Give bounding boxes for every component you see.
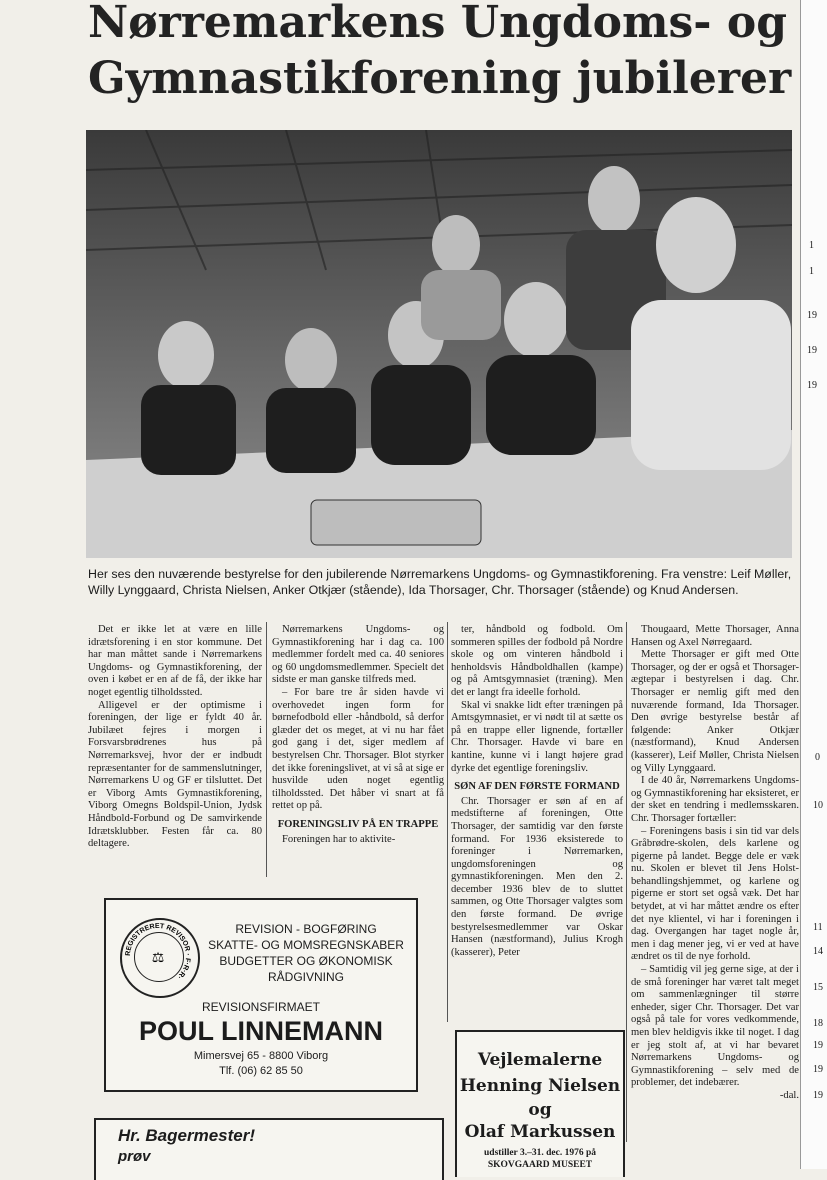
margin-number: 18 xyxy=(813,1018,823,1029)
article-column-1 xyxy=(88,624,262,851)
column-divider xyxy=(626,622,627,1142)
seal-text: REGISTRERET REVISOR · F·R·R· xyxy=(124,922,192,981)
ad-painters-line: Henning Nielsen xyxy=(459,1076,621,1096)
ad-baker-line-1: Hr. Bagermester! xyxy=(118,1126,256,1145)
ad-vejlemalerne xyxy=(455,1030,625,1177)
byline: -dal. xyxy=(779,1089,799,1101)
ad-painters-venue: SKOVGAARD MUSEET xyxy=(487,1160,593,1170)
paragraph: ter, håndbold og fodbold. Om sommeren spilles der fodbold på Nordre skole og om vinteren håndbold i henholdsvis Håndboldhallen (kampe) og på Amtsgymnasiet (træning). Men det er langt fra ideelle forhold. xyxy=(451,624,623,698)
svg-text:⚖: ⚖ xyxy=(151,951,165,966)
paragraph: Foreningen har to aktivite- xyxy=(282,833,396,845)
headline-line-2: Gymnastikforening jubilerer xyxy=(88,53,792,104)
ad-phone: Tlf. (06) 62 85 50 xyxy=(219,1065,303,1077)
margin-number: 19 xyxy=(813,1040,823,1051)
paragraph: Nørremarkens Ungdoms- og Gymnastikforening har i dag ca. 100 medlemmer fordelt med ca. 40 seniores og 60 ungdomsmedlemmer. Specielt det sidste er man ganske tilfreds med. xyxy=(272,624,444,686)
paragraph: Det er ikke let at være en lille idrætsforening i en stor kommune. Det har man måttet sande i Nørremarkens Ungdoms- og Gymnastikforening, der oven i købet er en af de få, der ikke har noget egentlig tilholdssted. xyxy=(88,624,262,698)
margin-number: 14 xyxy=(813,946,823,957)
margin-number: 1 xyxy=(809,240,814,251)
margin-number: 19 xyxy=(807,310,817,321)
board-photo xyxy=(86,130,792,558)
margin-number: 19 xyxy=(807,380,817,391)
margin-number: 15 xyxy=(813,982,823,993)
margin-number: 19 xyxy=(813,1064,823,1075)
paragraph: Alligevel er der optimisme i foreningen, der lige er fyldt 40 år. Jubilæet fejres i morgen i Forsvarsbrødrenes hus på Nørremarksvej, hvor der er indbudt repræsentanter for de sammenslutninger, Nørremarkens U og GF er tilsluttet. Det er Viborg Amts Gymnastikforening, Viborg Omegns Boldspil-Union, Jydsk Håndbold-Forbund og De samvirkende Idrætsklubber. Festen får ca. 80 deltagere. xyxy=(88,699,262,850)
ad-painters-line: Vejlemalerne xyxy=(477,1050,603,1070)
margin-number: 19 xyxy=(813,1090,823,1101)
paragraph: Thougaard, Mette Thorsager, Anna Hansen og Axel Nørregaard. xyxy=(631,624,799,648)
photo-caption: Her ses den nuværende bestyrelse for den jubilerende Nørremarkens Ungdoms- og Gymnastikforening. Fra venstre: Leif Møller, Willy Lynggaard, Christa Nielsen, Anker Otkjær (stående), Ida Thorsager, Chr. Thorsager (stående) og Knud Andersen. xyxy=(88,567,792,597)
paragraph: I de 40 år, Nørremarkens Ungdoms- og Gymnastikforening har eksisteret, er der sket en tendring i medlemsskaren. Chr. Thorsager fortæller: xyxy=(631,775,799,824)
article-column-2 xyxy=(272,624,444,846)
ad-baker-line-2: prøv xyxy=(118,1148,151,1165)
margin-number: 0 xyxy=(815,752,820,763)
ad-line: BUDGETTER OG ØKONOMISK xyxy=(219,954,393,968)
column-divider xyxy=(266,622,267,877)
paragraph: – For bare tre år siden havde vi overhovedet ingen form for børnefodbold eller -håndbold, så derfor glæder det os meget, at vi nu har fået god gang i det, siger medlem af bestyrelsen Chr. Thorsager. Blot styrker det ikke foreningslivet, at vi så at sige er husvilde uden noget egentlig tilholdssted. Det håber vi snart at få rettet op på. xyxy=(272,686,444,812)
ad-address: Mimersvej 65 - 8800 Viborg xyxy=(193,1050,329,1062)
paragraph: Mette Thorsager er gift med Otte Thorsager, og der er også et Thorsager-ægtepar i bestyrelsen i dag. Chr. Thorsager er nemlig gift med den nuværende formand, Ida Thorsager. Den øvrige bestyrelse består af følgende: Anker Otkjær (næstformand), Knud Andersen (kasserer), Leif Møller, Christa Nielsen og Villy Lynggaard. xyxy=(631,649,799,774)
adjacent-clipping-edge xyxy=(800,0,827,1169)
ad-line: SKATTE- OG MOMSREGNSKABER xyxy=(208,938,404,952)
paragraph: – Samtidig vil jeg gerne sige, at der i de små foreninger har været talt meget om sammenlægninger til større enheder, siger Chr. Thorsager. Det var også på tale for vores vedkommende, men blev heldigvis ikke til noget. I dag er jeg stolt af, at vi har bevaret Nørremarkens Ungdoms- og Gymnastikforening – selv med de problemer, det indebærer. xyxy=(631,964,799,1089)
article-column-4 xyxy=(631,624,799,1103)
article-column-3 xyxy=(451,624,623,959)
margin-number: 19 xyxy=(807,345,817,356)
subheading-foreningsliv: FORENINGSLIV PÅ EN TRAPPE xyxy=(277,818,439,830)
paragraph: Chr. Thorsager er søn af en af medstifterne af foreningen, Otte Thorsager, der samtidig var den første formand. For 1936 eksisterede to foreninger i Nørremarken, ungdomsforeningen og gymnastikforeningen. Men den 2. december 1936 blev de to sluttet sammen, og Otte Thorsager valgtes som den første formand. De øvrige bestyrelsesmedlemmer var Oskar Hansen (næstformand), Julius Krogh (kasserer), Peter xyxy=(451,795,623,958)
margin-number: 1 xyxy=(809,266,814,277)
column-divider xyxy=(447,622,448,1022)
ad-line: REVISION - BOGFØRING xyxy=(235,922,377,936)
ad-painters-line: Olaf Markussen xyxy=(464,1122,616,1142)
ad-bagermester xyxy=(94,1118,444,1180)
ad-firm-name: POUL LINNEMANN xyxy=(138,1016,383,1046)
margin-number: 11 xyxy=(813,922,823,933)
ad-painters-line: og xyxy=(528,1100,552,1120)
ad-painters-dates: udstiller 3.–31. dec. 1976 på xyxy=(484,1148,596,1158)
headline-line-1: Nørremarkens Ungdoms- og xyxy=(88,0,787,48)
ad-poul-linnemann xyxy=(104,898,418,1092)
paragraph: – Foreningens basis i sin tid var dels Gråbrødre-skolen, dels karlene og pigerne på landet. Begge dele er væk nu. Skolen er blevet til Jens Holst-behandlingshjemmet, og karlene og pigerne er stort set også væk. Det har betydet, at vi har måttet ændre os efter det nye klientel, vi har i foreningen i dag. Overgangen har taget nogle år, men i dag mener jeg, vi er ved at have ændret os til de nye forhold. xyxy=(631,825,799,963)
subheading-soen: SØN AF DEN FØRSTE FORMAND xyxy=(454,781,620,793)
ad-firm-label: REVISIONSFIRMAET xyxy=(201,1000,320,1014)
paragraph: Skal vi snakke lidt efter træningen på Amtsgymnasiet, er vi nødt til at sætte os på en trappe eller lignende, fortæller Chr. Thorsager. Havde vi bare en kantine, kunne vi i langt højere grad dyrke det egentlige foreningsliv. xyxy=(451,699,623,774)
margin-number: 10 xyxy=(813,800,823,811)
ad-line: RÅDGIVNING xyxy=(267,970,344,984)
